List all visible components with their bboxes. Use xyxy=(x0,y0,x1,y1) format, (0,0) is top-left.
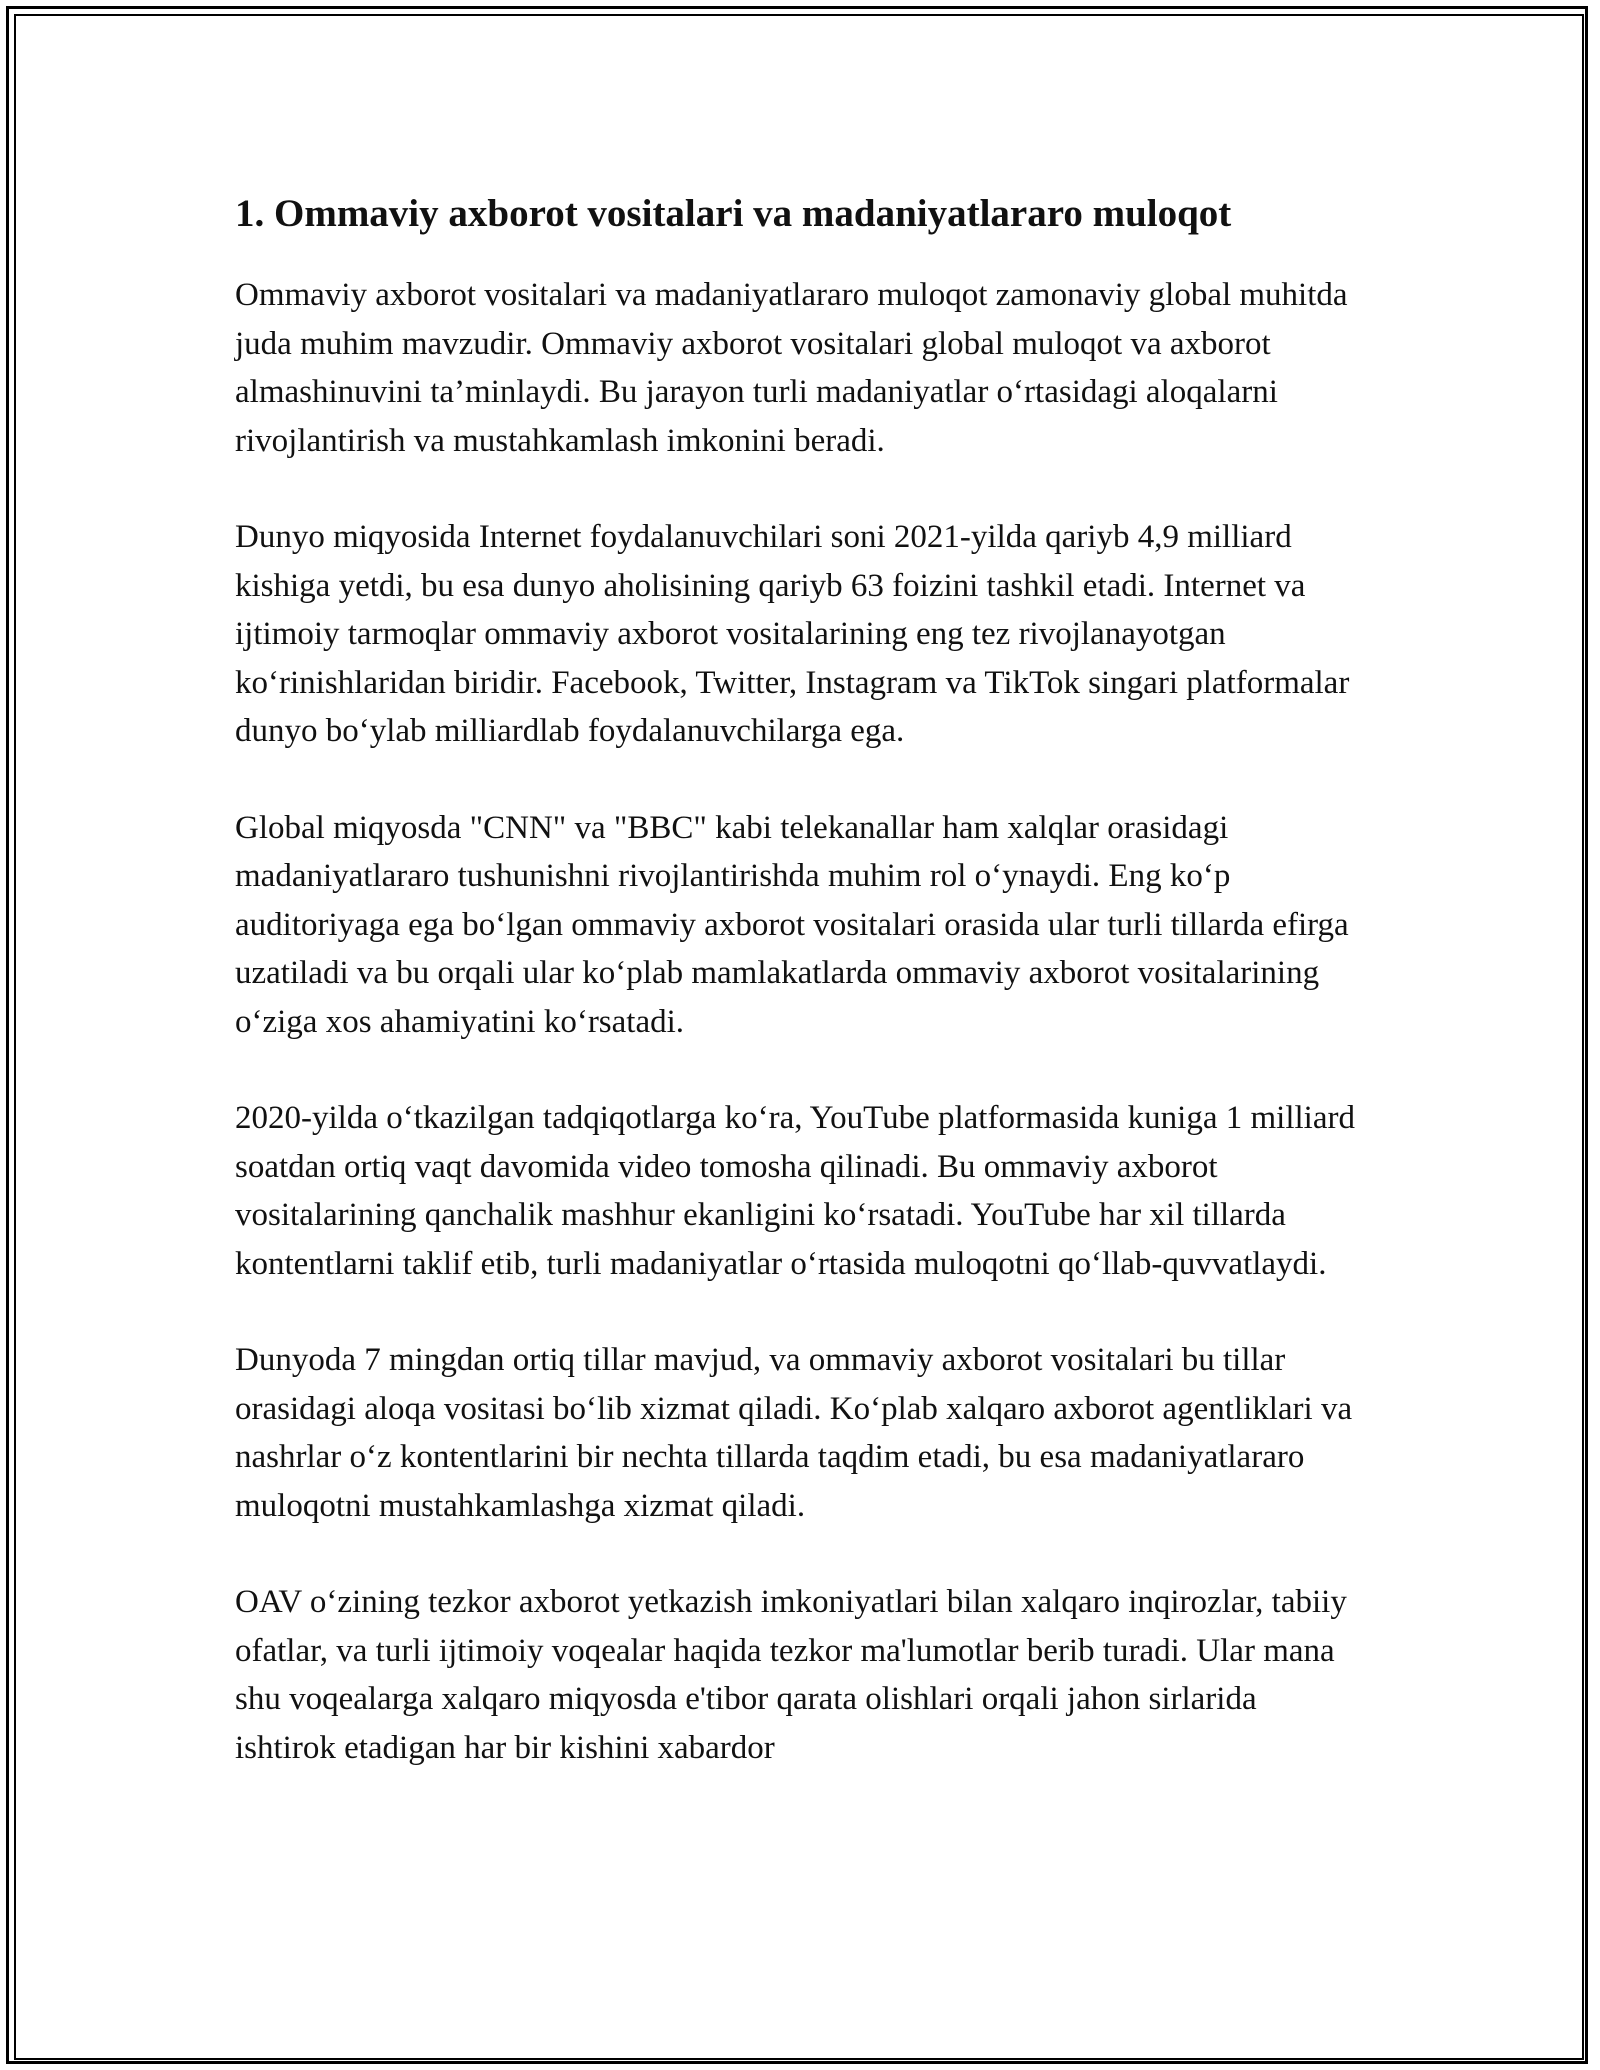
paragraph-6: OAV o‘zining tezkor axborot yetkazish imkoniyatlari bilan xalqaro inqirozlar, tabiiy ofatlar, va turli ijtimoiy voqealar haqida tezkor ma'lumotlar berib turadi. Ular mana shu voqealarga xalqaro miqyosda e'tibor qarata olishlari orqali jahon sirlarida ishtirok etadigan har bir kishini xabardor xyxy=(235,1584,1347,1766)
paragraph-5: Dunyoda 7 mingdan ortiq tillar mavjud, va ommaviy axborot vositalari bu tillar orasidagi aloqa vositasi bo‘lib xizmat qiladi. Ko‘plab xalqaro axborot agentliklari va nashrlar o‘z kontentlarini bir nechta tillarda taqdim etadi, bu esa madaniyatlararo muloqotni mustahkamlashga xizmat qiladi. xyxy=(235,1342,1353,1524)
paragraph-1: Ommaviy axborot vositalari va madaniyatlararo muloqot zamonaviy global muhitda juda muhim mavzudir. Ommaviy axborot vositalari global muloqot va axborot almashinuvini ta’minlaydi. Bu jarayon turli madaniyatlar o‘rtasidagi aloqalarni rivojlantirish va mustahkamlash imkonini beradi. xyxy=(235,277,1348,459)
document-body xyxy=(235,185,1365,1820)
section-heading: 1. Ommaviy axborot vositalari va madaniyatlararo muloqot xyxy=(235,192,1232,235)
paragraph-3: Global miqyosda "CNN" va "BBC" kabi telekanallar ham xalqlar orasidagi madaniyatlararo tushunishni rivojlantirishda muhim rol o‘ynaydi. Eng ko‘p auditoriyaga ega bo‘lgan ommaviy axborot vositalari orasida ular turli tillarda efirga uzatiladi va bu orqali ular ko‘plab mamlakatlarda ommaviy axborot vositalarining o‘ziga xos ahamiyatini ko‘rsatadi. xyxy=(235,809,1349,1040)
paragraph-2: Dunyo miqyosida Internet foydalanuvchilari soni 2021-yilda qariyb 4,9 milliard kishiga yetdi, bu esa dunyo aholisining qariyb 63 foizini tashkil etadi. Internet va ijtimoiy tarmoqlar ommaviy axborot vositalarining eng tez rivojlanayotgan ko‘rinishlaridan biridir. Facebook, Twitter, Instagram va TikTok singari platformalar dunyo bo‘ylab milliardlab foydalanuvchilarga ega. xyxy=(235,519,1350,749)
paragraph-4: 2020-yilda o‘tkazilgan tadqiqotlarga ko‘ra, YouTube platformasida kuniga 1 milliard soatdan ortiq vaqt davomida video tomosha qilinadi. Bu ommaviy axborot vositalarining qanchalik mashhur ekanligini ko‘rsatadi. YouTube har xil tillarda kontentlarni taklif etib, turli madaniyatlar o‘rtasida muloqotni qo‘llab-quvvatlaydi. xyxy=(235,1100,1355,1282)
